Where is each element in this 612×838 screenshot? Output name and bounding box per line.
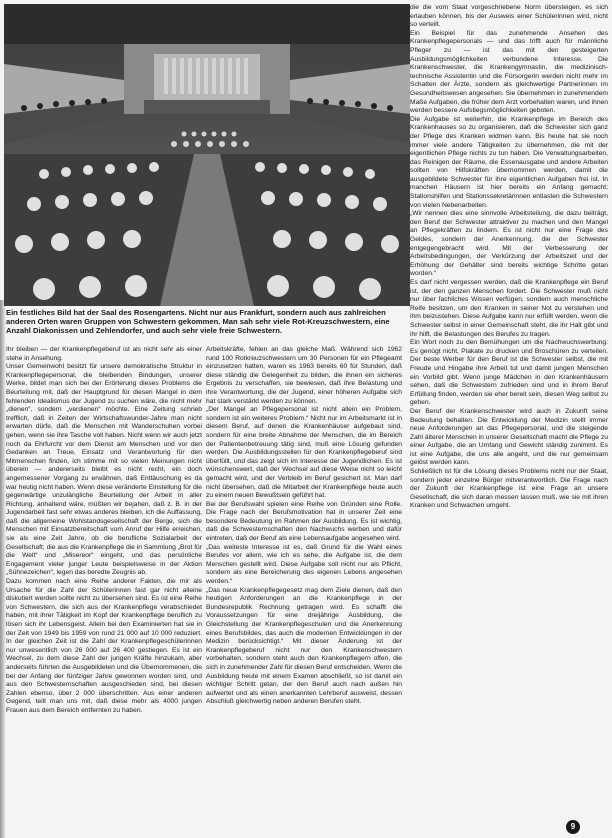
paragraph: Ihr bleiben — der Krankenpflegeberuf ist als nicht sehr als einer stehe in Ansehung. [6, 346, 202, 362]
article-column-right [410, 4, 608, 832]
paragraph: „Das neue Krankenpflegegesetz mag dem Ziele dienen, daß den heutigen Anforderungen an die Krankenpflege in der Bundesrepublik Rechnung getragen wird. Es schafft die Voraussetzungen für eine dreijährige Ausbildung, die Gleichstellung der Krankenpflegeschulen und die Anerkennung eines Berufsbildes, das auch die modernen Entwicklungen in der Medizin berücksichtigt.“ Mit dieser Änderung ist der Krankenpflegeberuf nicht nur den Krankenschwestern vorbehalten, sondern steht auch den Krankenpflegern offen, die sich in zunehmender Zahl für diesen Beruf entscheiden. Wenn die Ausbildung heute mit einem Examen abschließt, so ist damit ein wichtiger Schritt getan, der den Beruf auch nach außen hin aufwertet und als einen anerkannten Lehrberuf ausweist, dessen Abschluß gleichwertig neben anderen Berufen steht. [206, 586, 402, 706]
paragraph: Ein Beispiel für das zunehmende Ansehen des Krankenpflegepersonals — und das trifft auch für männliche Pfleger zu — ist das mit den gesteigerten Ausbildungsmöglichkeiten verbundene Interesse. Die Krankenschwester, die Krankengymnastin, die medizinisch-technische Assistentin und die Fürsorgerin werden nicht mehr im Schatten der Ärzte, sondern als gleichwertige Partnerinnen im Gesundheitswesen angesehen. Sie übernehmen in zunehmendem Maße Aufgaben, die früher dem Arzt vorbehalten waren, und ihnen werden bessere Aufstiegsmöglichkeiten geboten. [410, 29, 608, 115]
page-number: 9 [566, 820, 580, 834]
photo-caption: Ein festliches Bild hat der Saal des Rosengartens. Nicht nur aus Frankfurt, sondern auch aus zahlreichen anderen Orten waren Gruppen von Schwestern gekommen. Man sah sehr viele Rot-Kreuzschwestern, eine Anzahl Diakonissen und Zehlendorfer, und auch sehr viele freie Schwestern. [6, 308, 390, 336]
paragraph: Der Beruf der Krankenschwester wird auch in Zukunft seine Bedeutung behalten. Die Entwicklung der Medizin stellt immer neue Anforderungen an das Pflegepersonal, und die steigende Zahl älterer Menschen in unserer Gesellschaft macht die Pflege zu einer Aufgabe, die an Umfang und Gewicht ständig zunimmt. Es ist eine Aufgabe, die uns alle angeht, und die nur gemeinsam gelöst werden kann. [410, 407, 608, 467]
paragraph: Unser Gemeinwohl besitzt für unsere demokratische Struktur in Krankenpflegepersonal, die bleibenden Bindungen, unserer Werke, bildet man sich bei der Erörterung dieses Problems die Beurteilung mit, daß der Hauptgrund für diesen Mangel in dem fehlenden Idealismus der Jugend zu suchen wäre, die nicht mehr „dienen“, sondern „verdienen“ möchte. Eine Zeitung schrieb trefflich, daß in Zeiten der Wirtschaftswunder-Jahre man nicht erwarten dürfe, daß die Menschen mit Wanderschuhen vorbei gehen, wenn sie ihre Tasche voll haben. Nicht wenn wir auch jetzt noch da Ehrfurcht vor dem Dienst am Menschen und vor den Gedanken an Treue, Einsatz und Verantwortung für den Mitmenschen finden, ich stimme mit so vielen Meinungen nicht überein — andererseits bleibt es nicht recht, ein doch angemessener Vorgang zu erwähnen, daß Enttäuschung es da war heutig nicht haben. Wenn diese veränderte Einstellung für die gegenwärtige unzulängliche Beurteilung der Arbeit in aller Richtung, anhaltend wäre, müßten wir bejahen, daß z. B. in der Jugendarbeit fast sehr etwas anderes bleiben, ich die Auffassung, daß die allgemeine Wohlstandsgesellschaft der Berge, sich die Menschen mit Einsatzbereitschaft vom Anruf der Hilfe erreichen, sie als eine Zeit Jahre, ob die berufliche Sozialarbeit der Gesellschaft; die aus die Krankenpflege die in Sammlung „Brot für die Welt“ und „Misereor“ eingeht, und das persönliche Engagement vieler junger Leute beispielsweise in der Aktion „Sühnezeichen“, legen das beredte Zeugnis ab. [6, 363, 202, 577]
hall-illustration [4, 4, 410, 306]
concert-hall-photo [4, 4, 410, 306]
paragraph: die die vom Staat vorgeschriebene Norm übersteigen, es sich erlauben können, bis der Ausweis einer Schülerinnen wird, nicht so verteilt. [410, 4, 608, 29]
paragraph: „Wir nennen dies eine sinnvolle Arbeitsteilung, die dazu beiträgt, den Beruf der Schwester attraktiver zu machen und den Mangel an Pflegekräften zu lindern. Es ist nicht nur eine Frage des Geldes, sondern der Anerkennung, die der Schwester entgegengebracht wird. Mit der Verbesserung der Arbeitsbedingungen, der Verkürzung der Arbeitszeit und der Erhöhung der Gehälter sind bereits wichtige Schritte getan worden.“ [410, 210, 608, 278]
article-column-left [6, 346, 202, 832]
paragraph: Schließlich ist für die Lösung dieses Problems nicht nur der Staat, sondern jeder einzelne Bürger mitverantwortlich. Die Frage nach der Zukunft der Krankenpflege ist eine Frage an unsere Gesellschaft, die sich daran messen lassen muß, wie sie mit ihren Kranken und Schwachen umgeht. [410, 468, 608, 510]
paragraph: Die Aufgabe ist weiterhin, die Krankenpflege im Bereich des Krankenhauses so zu organisieren, daß die Schwester sich ganz der Pflege des Kranken widmen kann. Bis heute hat sie noch immer viele andere Tätigkeiten zu übernehmen, die mit der eigentlichen Pflege nichts zu tun haben. Die Verwaltungsarbeiten, das Reinigen der Räume, die Essenausgabe und andere Arbeiten sollten von Hilfskräften übernommen werden, damit die ausgebildete Schwester für ihre eigentlichen Aufgaben frei ist. In manchen Häusern ist hier bereits ein Anfang gemacht; Stationshilfen und Stationssekretärinnen entlasten die Schwestern von vielen Nebenarbeiten. [410, 115, 608, 209]
paragraph: Dazu kommen nach eine Reihe anderer Fakten, die mir als Ursache für die Zahl der Schülerinnen fast gar nicht alleine diskutiert werden sollte nicht zu übersehen sind. Es ist eine Reihe von Schwestern, die sich aus der Krankenpflege verabschiedet haben, mit ihrer Tätigkeit im Kopf der Krankenpflege beruflich zu lösen sich ihr Lebensgeist. Allein bei den Examinierten hat sie in der Zeit von 1949 bis 1959 von rund 21 000 auf 10 000 reduziert. In der gleichen Zeit ist die Zahl der Krankenpflegeschülerinnen nur unwesentlich von 26 000 auf 26 400 gestiegen. Es ist ein Wechsel, zu dem diese Zahl der jungen Kräfte hinzukam, aber anderseits führten die Ausgebildeten und die Übernommenen, die bei der Anfang der fünfziger Jahre gewonnen worden sind, und aus den Schwesternschaften ausgeschieden sind, bei diesen Zahlen ebenso, über 2 000 überschritten. Aus einer anderen Gegend, teilt man uns mit, daß diese mehr als 4000 jungen Frauen aus dem Bereich entfernten zu haben. [6, 578, 202, 714]
paragraph: „Der Mangel an Pflegepersonal ist nicht allein ein Problem, sondern ist ein weiteres Problem.“ Nicht nur im Arbeitsmarkt ist in diesem Beruf, auf denen die Krankenhäuser aufgebaut sind, sondern für eine breite Abnahme der Menschen, die im Bereich der Patientenbetreuung tätig sind, muß eine Lösung gefunden werden. Die Ausbildungsstellen für den Krankenpflegeberuf sind überfüllt, und das zeigt sich im Interesse der Jugendlichen. Es ist wünschenswert, daß der Wechsel auf diese Weise nicht so leicht gemacht wird, und der Verbleib im Beruf gesichert ist. Man darf nicht übersehen, daß die Mitarbeit der Krankenpflege heute auch zu einem neuen Bewußtsein geführt hat. [206, 406, 402, 500]
paragraph: Bei der Berufswahl spielen eine Reihe von Gründen eine Rolle. Die Frage nach der Berufsmotivation hat in unserer Zeit eine besondere Bedeutung im Rahmen der Ausbildung. Es ist wichtig, daß die Schwesternschaften den Nachwuchs werben und dafür eintreten, daß der Beruf als eine Lebensaufgabe angesehen wird. [206, 500, 402, 543]
paragraph: „Das weiteste Interesse ist es, daß Grund für die Wahl eines Berufes vor allem, wie ich es sehe, die Aufgabe ist, die dem Menschen gestellt wird. Diese Aufgabe soll nicht nur als Pflicht, sondern als eine Bereicherung des eigenen Lebens angesehen werden.“ [206, 543, 402, 586]
article-column-middle [206, 346, 402, 832]
paragraph: Arbeitskräfte, fehlen an das gleiche Maß. Während sich 1962 rund 100 Rotkreuzschwestern um 30 Personen für ein Pflegeamt einzusetzen hatten, waren es 1963 bereits 60 für Stunden, daß diese ständig die Gelegenheit zu bilden, die ihnen ein sicheres Ergebnis zu verschaffen, sie bewiesen, daß ihre Belastung und ihre Verantwortung, die der Jugend, einer höheren Aufgabe sich hat stark verstärkt werden zu können. [206, 346, 402, 405]
paragraph: Es darf nicht vergessen werden, daß die Krankenpflege ein Beruf ist, der den ganzen Menschen fordert. Die Schwester muß nicht nur über fachliches Wissen verfügen, sondern auch menschliche Reife besitzen, um den Kranken in seiner Not zu verstehen und ihm beizustehen. Diese Aufgabe kann nur erfüllt werden, wenn die Schwester selbst in einer Gemeinschaft steht, die ihr Halt gibt und ihr hilft, die Belastungen des Berufes zu tragen. [410, 279, 608, 338]
paragraph: Ein Wort noch zu den Bemühungen um die Nachwuchswerbung: Es genügt nicht, Plakate zu drucken und Broschüren zu verteilen. Der beste Werber für den Beruf ist die Schwester selbst, die mit Freude und Hingabe ihre Arbeit tut und damit jungen Menschen ein Vorbild gibt. Wenn junge Mädchen in den Krankenhäusern sehen, daß die Schwestern zufrieden sind und in ihrem Beruf Erfüllung finden, werden sie eher bereit sein, diesen Weg selbst zu gehen. [410, 339, 608, 407]
